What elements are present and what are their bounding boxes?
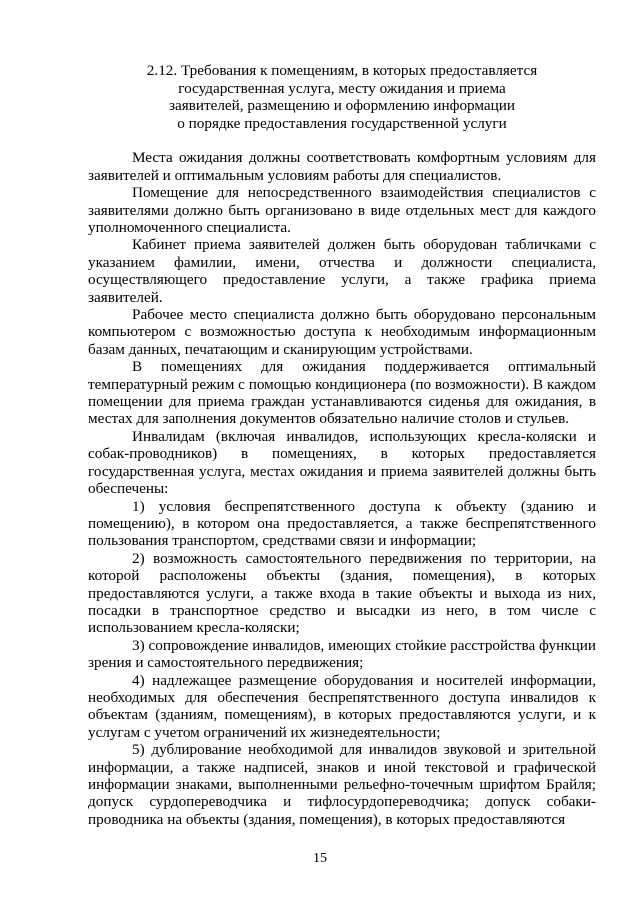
list-item-3: 3) сопровождение инвалидов, имеющих стойкие расстройства функции зрения и самостоятельного передвижения; — [88, 636, 596, 672]
heading-line: о порядке предоставления государственной услуги — [177, 114, 507, 132]
list-item-1: 1) условия беспрепятственного доступа к объекту (зданию и помещению), в котором она предоставляется, а также беспрепятственного пользования транспортом, средствами связи и информации; — [88, 497, 596, 550]
paragraph-interaction-room: Помещение для непосредственного взаимодействия специалистов с заявителями должно быть организовано в виде отдельных мест для каждого уполномоченного специалиста. — [88, 184, 596, 236]
heading-line: заявителей, размещению и оформлению информации — [168, 97, 516, 115]
paragraph-disabled-access: Инвалидам (включая инвалидов, использующих кресла-коляски и собак-проводников) в помещениях, в которых предоставляется государственная услуга, местах ожидания и приема заявителей должны быть обеспечены: — [88, 427, 596, 498]
heading-line: 2.12. Требования к помещениям, в которых предоставляется — [146, 62, 538, 79]
page-number: 15 — [313, 851, 327, 866]
paragraph-waiting-rooms: В помещениях для ожидания поддерживается оптимальный температурный режим с помощью кондиционера (по возможности). В каждом помещении для приема граждан устанавливаются сиденья для ожидания, в местах для заполнения документов обязательно наличие столов и стульев. — [88, 358, 596, 428]
heading-line: государственная услуга, месту ожидания и приема — [178, 79, 506, 97]
list-item-5: 5) дублирование необходимой для инвалидов звуковой и зрительной информации, а также надписей, знаков и иной текстовой и графической информации знаками, выполненными рельефно-точечным шрифтом Брайля; допуск сурдопереводчика и тифлосурдопереводчика; допуск собаки-проводника на объекты (здания, помещения), в которых предоставляются — [88, 741, 596, 828]
list-item-2: 2) возможность самостоятельного передвижения по территории, на которой расположены объекты (здания, помещения), в которых предоставляются услуги, а также входа в такие объекты и выхода из них, посадки в транспортное средство и высадки из него, в том числе с использованием кресла-коляски; — [88, 549, 596, 637]
list-item-4: 4) надлежащее размещение оборудования и носителей информации, необходимых для обеспечения беспрепятственного доступа инвалидов к объектам (зданиям, помещениям), в которых предоставляются услуги, и к услугам с учетом ограничений их жизнедеятельности; — [88, 671, 596, 741]
paragraph-waiting-places: Места ожидания должны соответствовать комфортным условиям для заявителей и оптимальным условиям работы для специалистов. — [88, 149, 596, 184]
paragraph-reception-office: Кабинет приема заявителей должен быть оборудован табличками с указанием фамилии, имени, отчества и должности специалиста, осуществляющего предоставление услуги, а также графика приема заявителей. — [88, 236, 596, 306]
document-page — [88, 62, 596, 828]
paragraph-workplace: Рабочее место специалиста должно быть оборудовано персональным компьютером с возможностью доступа к необходимым информационным базам данных, печатающим и сканирующим устройствами. — [88, 306, 596, 358]
section-heading — [88, 62, 596, 132]
